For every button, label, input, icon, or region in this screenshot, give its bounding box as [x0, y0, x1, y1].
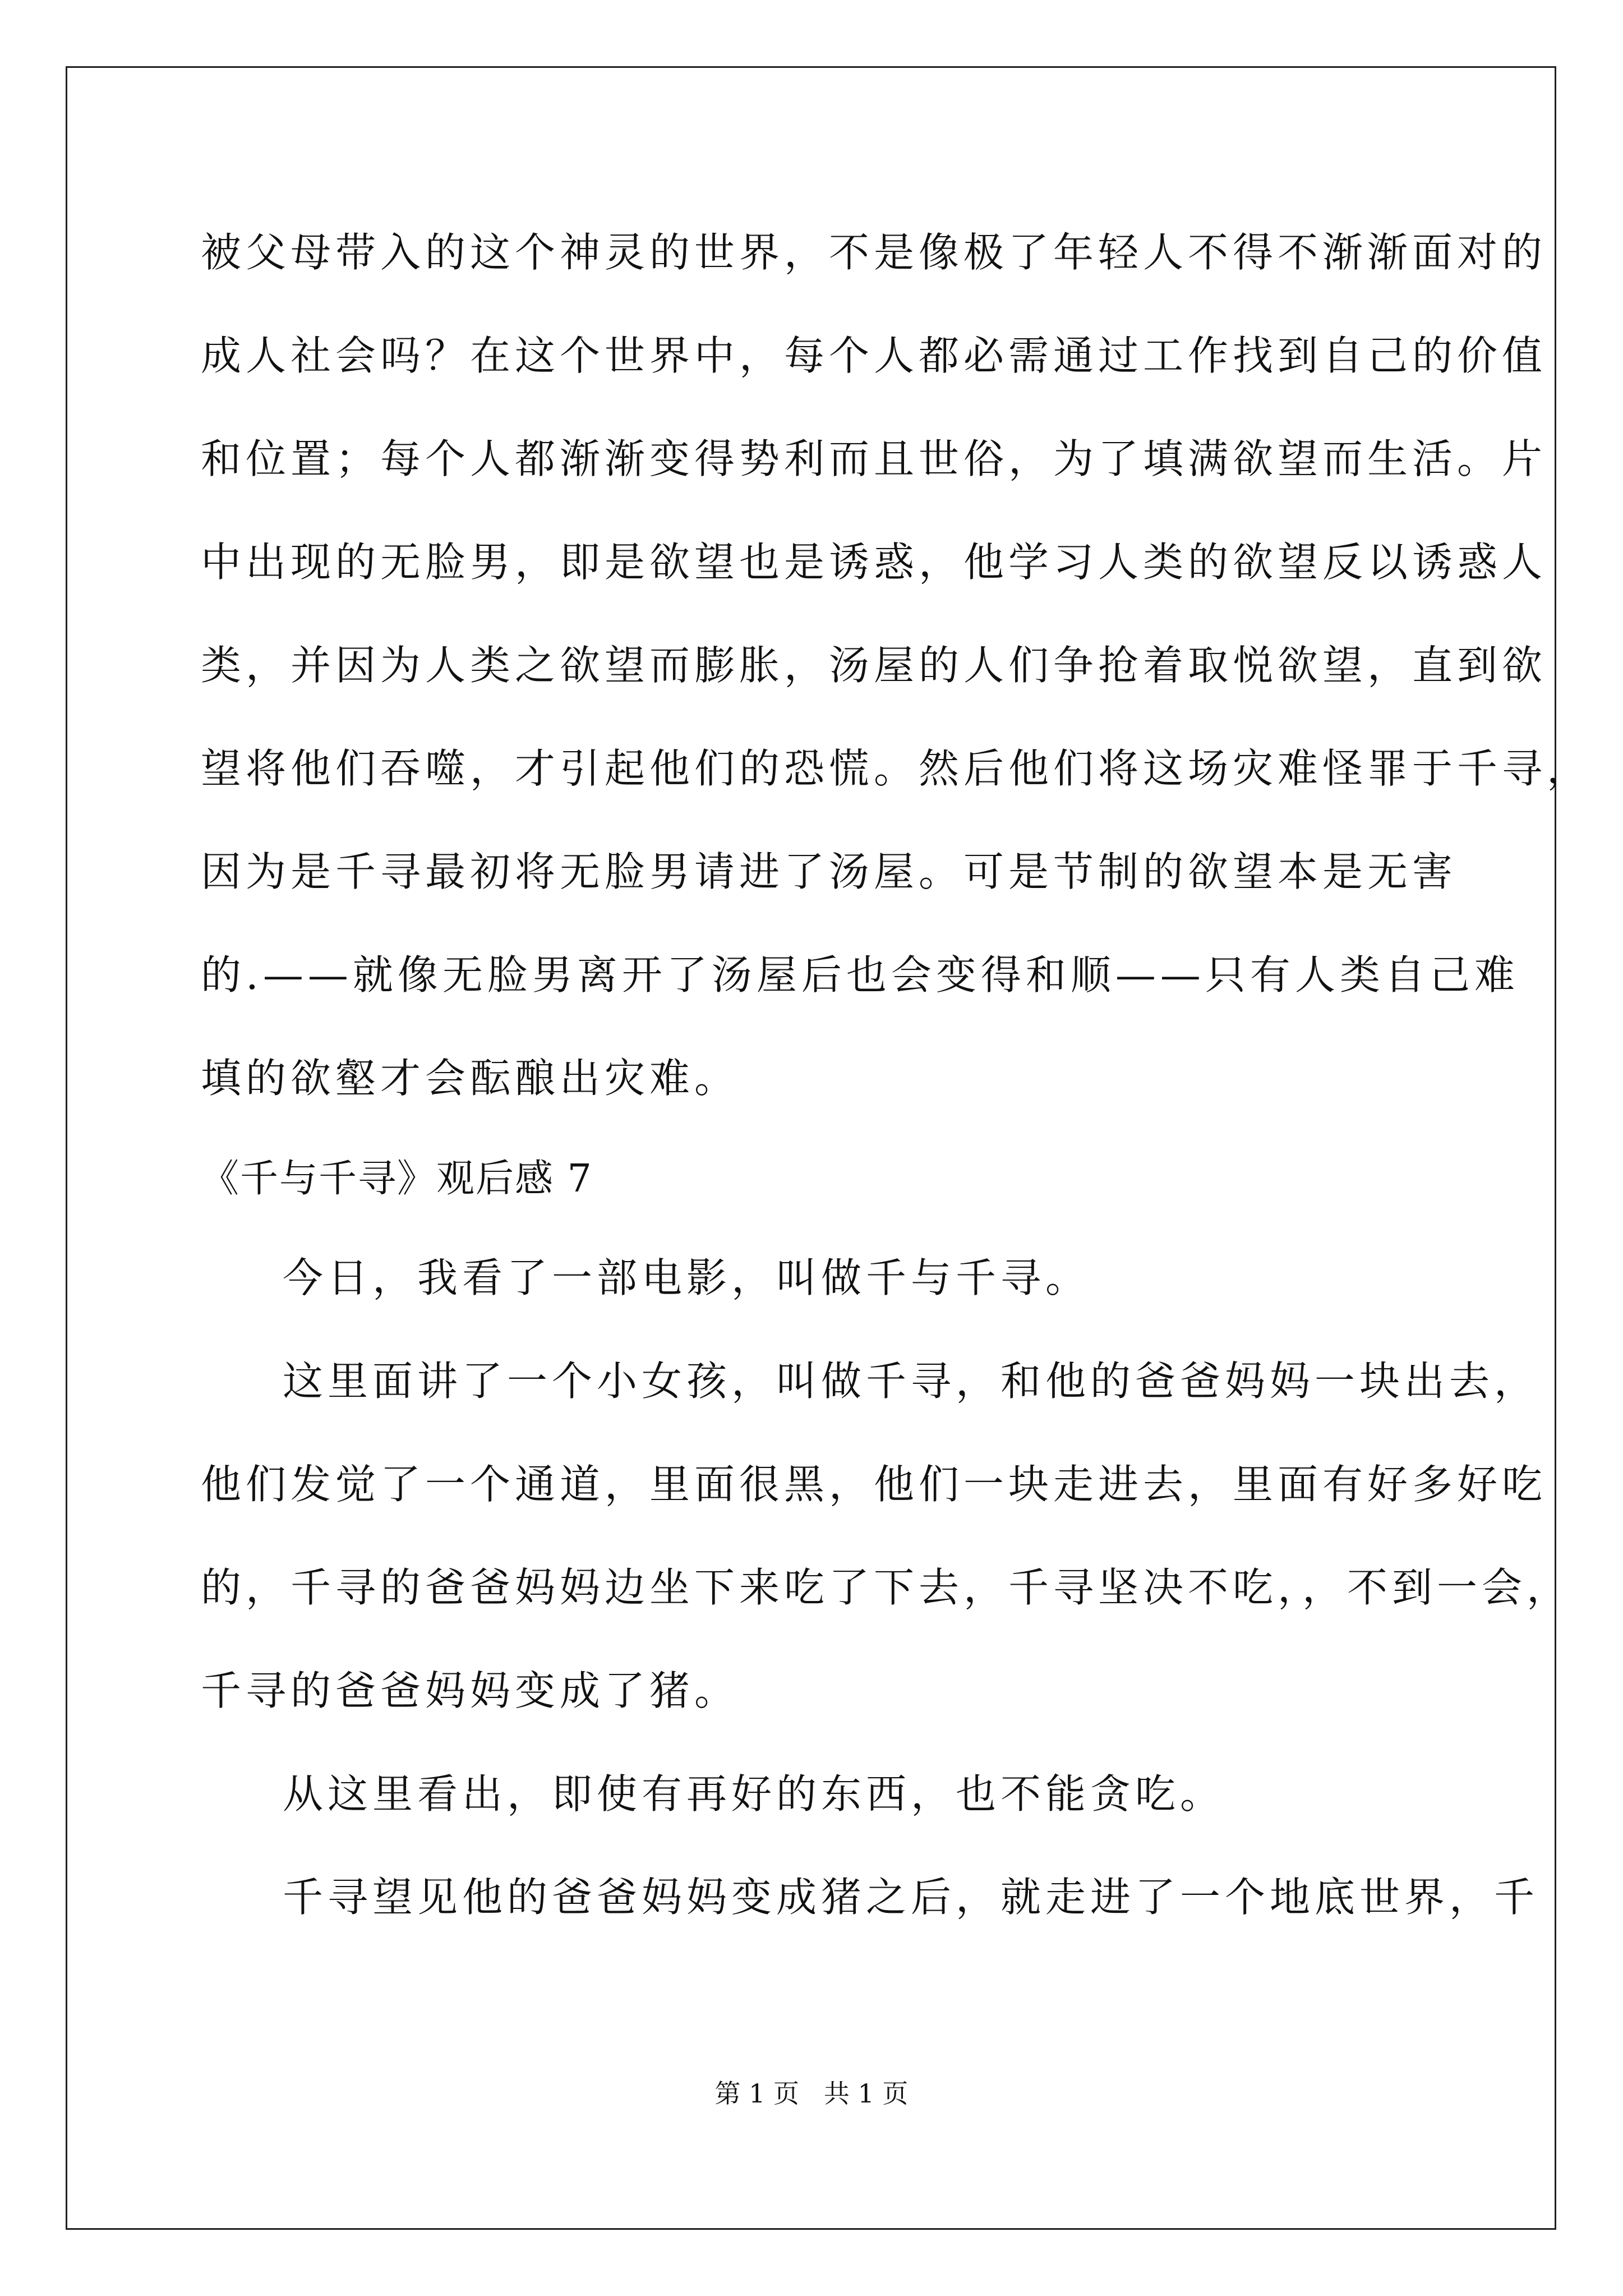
page-footer: 第 1 页 共 1 页: [714, 2078, 909, 2109]
paragraph-line: 从这里看出，即使有再好的东西，也不能贪吃。: [283, 1770, 1225, 1818]
paragraph-line: 今日，我看了一部电影，叫做千与千寻。: [283, 1254, 1091, 1301]
paragraph-line: 填的欲壑才会酝酿出灾难。: [201, 1055, 740, 1102]
paragraph-line: 和位置；每个人都渐渐变得势利而且世俗，为了填满欲望而生活。片: [201, 435, 1547, 482]
paragraph-line: 这里面讲了一个小女孩，叫做千寻，和他的爸爸妈妈一块出去，: [283, 1358, 1539, 1405]
paragraph-line: 类，并因为人类之欲望而膨胀，汤屋的人们争抢着取悦欲望，直到欲: [201, 642, 1547, 689]
paragraph-line: 的.——就像无脸男离开了汤屋后也会变得和顺——只有人类自己难: [201, 951, 1519, 999]
paragraph-line: 因为是千寻最初将无脸男请进了汤屋。可是节制的欲望本是无害: [201, 848, 1458, 895]
paragraph-line: 望将他们吞噬，才引起他们的恐慌。然后他们将这场灾难怪罪于千寻，: [201, 745, 1592, 792]
paragraph-line: 的，千寻的爸爸妈妈边坐下来吃了下去，千寻坚决不吃，，不到一会，: [201, 1564, 1572, 1611]
section-heading: 《千与千寻》观后感 7: [201, 1157, 593, 1201]
paragraph-line: 千寻望见他的爸爸妈妈变成猪之后，就走进了一个地底世界，千: [283, 1874, 1539, 1921]
paragraph-line: 千寻的爸爸妈妈变成了猪。: [201, 1667, 740, 1714]
paragraph-line: 成人社会吗？在这个世界中，每个人都必需通过工作找到自己的价值: [201, 332, 1547, 379]
paragraph-line: 被父母带入的这个神灵的世界，不是像极了年轻人不得不渐渐面对的: [201, 229, 1547, 276]
paragraph-line: 他们发觉了一个通道，里面很黑，他们一块走进去，里面有好多好吃: [201, 1461, 1547, 1508]
paragraph-line: 中出现的无脸男，即是欲望也是诱惑，他学习人类的欲望反以诱惑人: [201, 539, 1547, 586]
